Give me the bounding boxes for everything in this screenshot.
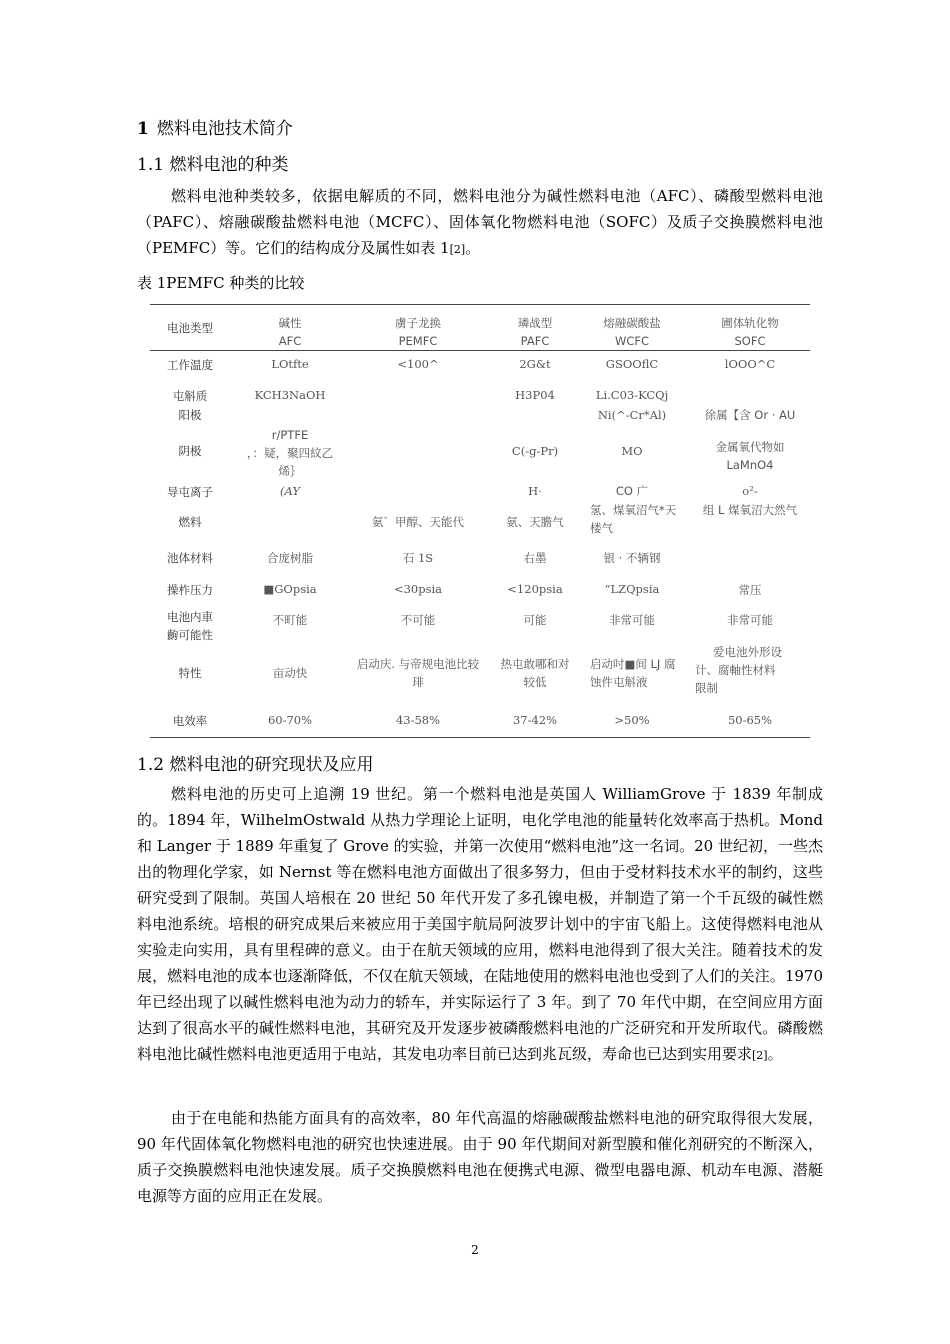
cell-line: 齣可能性: [167, 628, 213, 642]
cell-line: 电池内車: [167, 610, 213, 624]
subsection-heading-1-1: 1.1 燃料电池的种类: [137, 155, 289, 175]
cell-temp-afc: LOtfte: [271, 357, 309, 371]
cell-ion-pafc: H·: [528, 484, 542, 498]
cell-line: 蚀件屯斛液: [590, 675, 648, 689]
cell-efficiency-pafc: 37-42%: [512, 713, 558, 727]
cell-line: ，：疑，聚四紋乙: [246, 446, 334, 460]
cell-pressure-sofc: 常压: [738, 583, 762, 597]
row-label-pressure: 操柞压力: [167, 583, 213, 597]
paragraph-text: 燃料电池的历史可上追溯 19 世纪。第一个燃料电池是英国人 WilliamGrove 于 1839 年制成的。1894 年，WilhelmOstwald 从热力学理论上证明，电化学电池的能量转化效率高于热机。Mond 和 Langer 于 1889 年重复了 Grove 的实验，并第一次使用“燃料电池”这一名词。20 世纪初，一些杰出的物理化学家，如 Nernst 等在燃料电池方面做出了很多努力，但由于受材料技术水平的制约，这些研究受到了限制。英国人培根在 20 世纪 50 年代开发了多孔镍电极，并制造了第一个千瓦级的碱性燃料电池系统。培根的研究成果后来被应用于美国宇航局阿波罗计划中的宇宙飞船上。这使得燃料电池从实验走向实用，具有里程碑的意义。由于在航天领域的应用，燃料电池得到了很大关注。随着技术的发展，燃料电池的成本也逐渐降低，不仅在航天领域，在陆地使用的燃料电池也受到了人们的关注。1970 年已经出现了以碱性燃料电池为动力的轿车，并实际运行了 3 年。到了 70 年代中期，在空间应用方面达到了很高水平的碱性燃料电池，其研究及开发逐步被磷酸燃料电池的广泛研究和开发所取代。磷酸燃料电池比碱性燃料电池更适用于电站，其发电功率目前已达到兆瓦级，寿命也已达到实用要求: [137, 785, 823, 1063]
cell-pressure-afc: ■GOpsia: [263, 582, 317, 596]
cell-reform-sofc: 非常可能: [727, 613, 773, 627]
col-abbr: SOFC: [734, 334, 766, 348]
cell-line: 热屯敢哪和对: [500, 657, 570, 671]
page-number: 2: [471, 1243, 479, 1257]
cell-electrolyte-mcfc: Li.C03-KCQj: [595, 388, 669, 402]
row-label-anode: 阳极: [178, 408, 202, 422]
cell-feature-mcfc: [590, 655, 695, 691]
cell-line: 金属氧代物如: [715, 440, 785, 454]
cell-fuel-pafc: 氨、天膽气: [506, 515, 564, 529]
cell-anode-sofc: 徐属【含 Or · AU: [704, 408, 796, 422]
col-abbr: WCFC: [614, 334, 650, 348]
cell-reform-pafc: 可能: [523, 613, 547, 627]
cell-cathode-pafc: C(-g-Pr): [511, 444, 559, 458]
cell-line: 琲: [412, 675, 424, 689]
col-name: 璘战型: [517, 316, 553, 330]
cell-line: 启动庆. 与帝规电池比较: [356, 657, 480, 671]
col-name: 虜子龙换: [395, 316, 441, 330]
header-col-1: [240, 314, 340, 350]
cell-ion-mcfc: CO 广: [615, 484, 649, 498]
citation-ref: [2]: [752, 1049, 768, 1062]
table-caption: 表 1PEMFC 种类的比较: [137, 274, 305, 292]
cell-efficiency-mcfc: >50%: [614, 713, 650, 727]
cell-reform-pemfc: 不可能: [400, 613, 436, 627]
col-abbr: AFC: [278, 334, 302, 348]
cell-feature-pafc: [490, 655, 580, 691]
row-label-reform: [150, 608, 230, 644]
col-name: 熔融碳酸盐: [603, 316, 661, 330]
cell-efficiency-pemfc: 43-58%: [395, 713, 441, 727]
cell-line: 烯｝: [278, 464, 302, 478]
cell-line: 氢、煤氧沼气*天: [590, 503, 677, 517]
paragraph-development: 由于在电能和热能方面具有的高效率，80 年代高温的熔融碳酸盐燃料电池的研究取得很大发展，90 年代固体氧化物燃料电池的研究也快速进展。由于 90 年代期间对新型膜和催化剂研究的不断深入，质子交换膜燃料电池快速发展。质子交换膜燃料电池在便携式电源、微型电器电源、机动车电源、潜艇电源等方面的应用正在发展。: [137, 1109, 823, 1205]
cell-line: r/PTFE: [271, 428, 309, 442]
cell-pressure-pemfc: <30psia: [393, 582, 443, 596]
row-label-ion: 导屯离子: [167, 485, 213, 499]
cell-temp-pafc: 2G&t: [519, 357, 551, 371]
col-abbr: PAFC: [520, 334, 550, 348]
cell-ion-afc: (AY: [280, 484, 300, 498]
row-label-temp: 工作温度: [167, 358, 213, 372]
table-top-rule: [150, 304, 810, 305]
cell-feature-sofc: [695, 643, 807, 697]
header-label: 电池类型: [167, 321, 213, 335]
col-abbr: PEMFC: [398, 334, 438, 348]
cell-feature-afc: 亩动快: [272, 666, 308, 680]
citation-ref: [2]: [449, 243, 466, 256]
paragraph-fuel-cell-types: [137, 183, 823, 263]
header-col-5: [695, 314, 805, 350]
cell-fuel-pemfc: 氨゛甲醇、天能代: [372, 515, 464, 529]
cell-temp-pemfc: <100^: [397, 357, 439, 371]
cell-temp-mcfc: GSOOflC: [605, 357, 659, 371]
cell-reform-afc: 不町能: [272, 613, 308, 627]
cell-ion-sofc: o²-: [742, 484, 758, 498]
cell-material-pemfc: 石 1S: [402, 551, 434, 565]
cell-reform-mcfc: 非常可能: [609, 613, 655, 627]
cell-pressure-mcfc: “LZQpsia: [604, 582, 660, 596]
row-label-feature: 特性: [178, 666, 202, 680]
paragraph-text: 燃料电池种类较多，依据电解质的不同，燃料电池分为碱性燃料电池（AFC）、磷酸型燃料电池（PAFC）、熔融碳酸盐燃料电池（MCFC）、固体氧化物燃料电池（SOFC）及质子交换膜燃料电池（PEMFC）等。它们的结构成分及属性如表 1: [137, 187, 823, 257]
cell-cathode-sofc: [695, 438, 805, 474]
section-number: 1: [137, 119, 149, 139]
row-label-fuel: 燃料: [178, 515, 202, 529]
cell-material-pafc: 右墨: [523, 551, 547, 565]
paragraph-end: 。: [465, 239, 481, 257]
cell-line: 楼气: [590, 521, 613, 535]
cell-cathode-mcfc: MO: [621, 444, 643, 458]
row-label-electrolyte: 屯斛质: [172, 389, 208, 403]
cell-material-afc: 合庞树脂: [267, 551, 313, 565]
cell-electrolyte-afc: KCH3NaOH: [254, 388, 326, 402]
cell-line: 较低: [523, 675, 547, 689]
cell-anode-mcfc: Ni(^-Cr*Al): [597, 408, 667, 422]
section-title: 燃料电池技术简介: [156, 119, 293, 139]
cell-fuel-sofc: 组 L 煤氧沼大然气: [702, 503, 798, 517]
cell-line: 爱电池外形设: [713, 645, 782, 659]
cell-efficiency-sofc: 50-65%: [727, 713, 773, 727]
table-bottom-rule: [150, 737, 810, 738]
col-name: 圃体轨化物: [721, 316, 779, 330]
cell-electrolyte-pafc: H3P04: [515, 388, 555, 402]
table-header-rule: [150, 350, 810, 351]
paragraph-end: 。: [767, 1045, 783, 1063]
cell-cathode-afc: [240, 426, 340, 480]
row-label-efficiency: 电效率: [172, 714, 208, 728]
cell-line: 限制: [695, 681, 718, 695]
paragraph-history: [137, 781, 823, 1069]
subsection-heading-1-2: 1.2 燃料电池的研究现状及应用: [137, 755, 374, 775]
section-heading: [137, 114, 293, 139]
row-label-cathode: 阴极: [178, 444, 202, 458]
cell-pressure-pafc: <120psia: [507, 582, 563, 596]
header-col-2: [350, 314, 486, 350]
header-col-3: [490, 314, 580, 350]
cell-line: 计、腐軸性材料: [695, 663, 776, 677]
col-name: 碱性: [278, 316, 302, 330]
cell-feature-pemfc: [350, 655, 486, 691]
cell-line: LaMnO4: [726, 458, 774, 472]
row-label-material: 池体材料: [167, 551, 213, 565]
cell-fuel-mcfc: [590, 501, 700, 537]
cell-temp-sofc: lOOO^C: [724, 357, 776, 371]
cell-material-mcfc: 银 · 不辆钢: [603, 551, 661, 565]
cell-efficiency-afc: 60-70%: [267, 713, 313, 727]
header-col-4: [582, 314, 682, 350]
cell-line: 启动吋■间 LJ 腐: [590, 657, 676, 671]
